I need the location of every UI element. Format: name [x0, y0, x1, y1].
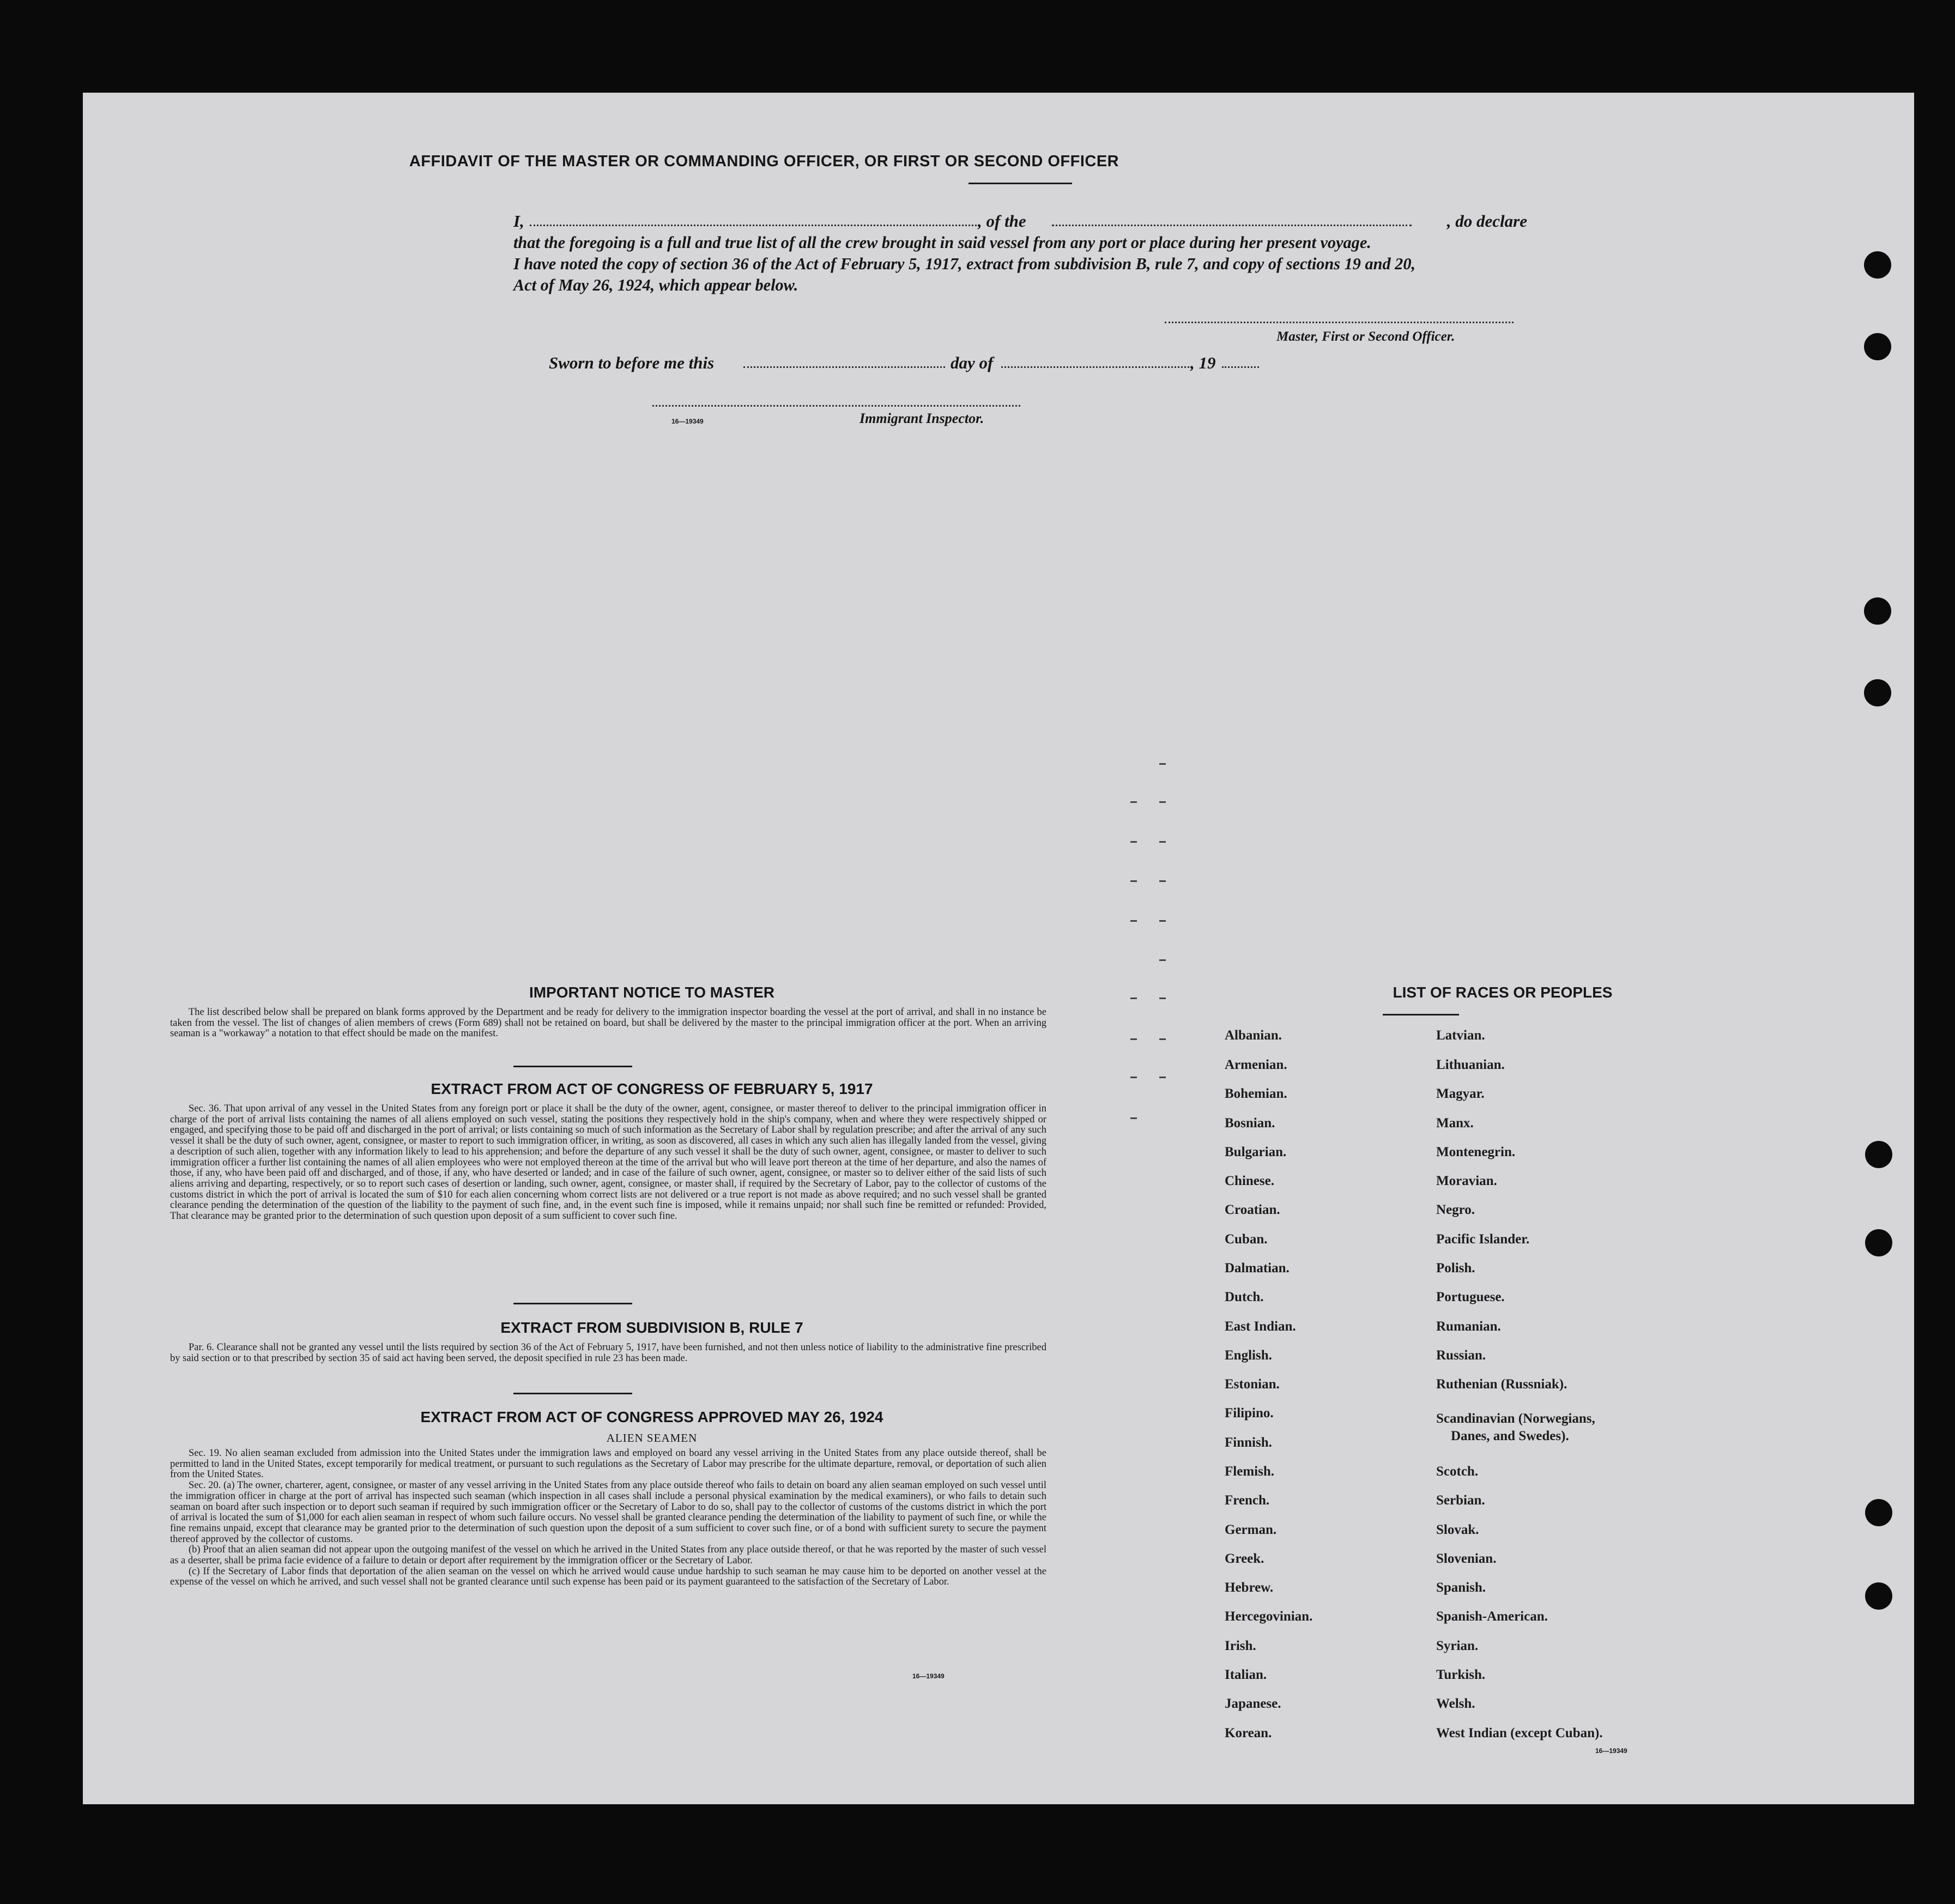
race-item: Serbian. — [1436, 1493, 1485, 1508]
punch-hole — [1864, 597, 1891, 625]
race-item: Lithuanian. — [1436, 1057, 1505, 1072]
fold-mark — [1159, 880, 1166, 882]
affidavit-line-2: that the foregoing is a full and true list of all the crew brought in said vessel from any port or place during her present voyage. — [513, 233, 1371, 252]
affidavit-line-4: Act of May 26, 1924, which appear below. — [513, 276, 798, 294]
race-item: Korean. — [1225, 1726, 1272, 1740]
affidavit-do-declare: , do declare — [1446, 211, 1527, 231]
race-item: English. — [1225, 1348, 1272, 1363]
extract1-text — [170, 1104, 1046, 1222]
year-blank — [1222, 366, 1259, 368]
fold-mark — [1130, 841, 1137, 843]
name-blank — [530, 225, 977, 226]
inspector-signature-line — [652, 405, 1020, 407]
race-item: Montenegrin. — [1436, 1145, 1516, 1159]
race-item: Scotch. — [1436, 1464, 1479, 1479]
extract3-paragraph: (c) If the Secretary of Labor finds that deportation of the alien seaman on the vessel on which he arrived would cause undue hardship to such seaman he may cause him to be deported on another vessel at the expense of the vessel on which he arrived, and such vessel shall not be granted clearance until such expense has been paid or its payment guaranteed to the satisfaction of the Secretary of Labor. — [170, 1565, 1046, 1588]
form-number: 16—19349 — [912, 1672, 945, 1680]
race-item: Slovak. — [1436, 1522, 1479, 1537]
form-number: 16—19349 — [671, 418, 704, 425]
affidavit-of-the: , of the — [978, 211, 1026, 231]
divider — [513, 1066, 632, 1067]
races-title: LIST OF RACES OR PEOPLES — [1393, 984, 1613, 1001]
race-item: Bosnian. — [1225, 1116, 1275, 1131]
divider — [969, 183, 1072, 184]
affidavit-i: I, — [513, 211, 524, 231]
affidavit-line-1 — [513, 211, 1527, 232]
fold-mark — [1130, 1117, 1137, 1119]
race-item: Scandinavian (Norwegians, — [1436, 1411, 1595, 1426]
fold-mark — [1159, 998, 1166, 999]
extract2-title: EXTRACT FROM SUBDIVISION B, RULE 7 — [500, 1319, 803, 1336]
punch-hole — [1865, 1229, 1892, 1256]
race-item: Flemish. — [1225, 1464, 1274, 1479]
race-item: Ruthenian (Russniak). — [1436, 1377, 1567, 1392]
fold-mark — [1159, 959, 1166, 961]
extract3-title: EXTRACT FROM ACT OF CONGRESS APPROVED MAY 26, 1924 — [420, 1409, 883, 1425]
fold-mark — [1130, 880, 1137, 882]
fold-mark — [1130, 801, 1137, 803]
race-item: Moravian. — [1436, 1174, 1497, 1188]
race-item: Spanish. — [1436, 1580, 1486, 1595]
race-item: Danes, and Swedes). — [1451, 1429, 1569, 1443]
race-item: Negro. — [1436, 1202, 1475, 1217]
affidavit-title: AFFIDAVIT OF THE MASTER OR COMMANDING OFFICER, OR FIRST OR SECOND OFFICER — [409, 153, 1119, 170]
fold-mark — [1159, 1038, 1166, 1040]
fold-mark — [1130, 1038, 1137, 1040]
race-item: French. — [1225, 1493, 1270, 1508]
race-item: Cuban. — [1225, 1232, 1268, 1247]
race-item: Polish. — [1436, 1261, 1475, 1276]
race-item: Magyar. — [1436, 1086, 1485, 1101]
affidavit-line-3: I have noted the copy of section 36 of the Act of February 5, 1917, extract from subdivision B, rule 7, and copy of sections 19 and 20, — [513, 255, 1416, 273]
race-item: Portuguese. — [1436, 1290, 1505, 1304]
race-item: Bulgarian. — [1225, 1145, 1287, 1159]
race-item: Filipino. — [1225, 1406, 1274, 1421]
divider — [513, 1303, 632, 1304]
race-item: Hercegovinian. — [1225, 1609, 1313, 1624]
race-item: West Indian (except Cuban). — [1436, 1726, 1603, 1740]
extract3-paragraph: Sec. 19. No alien seaman excluded from admission into the United States under the immigration laws and employed on board any vessel arriving in the United States from any place outside thereof, shall be permitted to land in the United States, except temporarily for medical treatment, or pursuant to such regulations as the Secretary of Labor may prescribe for the ultimate departure, removal, or deportation of such alien from the United States. — [170, 1448, 1046, 1480]
race-item: Slovenian. — [1436, 1551, 1497, 1566]
extract1-paragraph: Sec. 36. That upon arrival of any vessel in the United States from any foreign port or place it shall be the duty of the owner, agent, consignee, or master thereof to deliver to the principal immigration officer in charge of the port of arrival lists containing the names of all aliens employed on such vessel, stating the positions they respectively hold in the ship's company, when and where they were respectively shipped or engaged, and specifying those to be paid off and discharged in the port of arrival; or lists containing so much of such information as the Secretary of Labor shall by regulation prescribe; and after the arrival of any such vessel it shall be the duty of such owner, agent, consignee, or master to report to such immigration officer, in writing, as soon as discovered, all cases in which any such alien has illegally landed from the vessel, giving a description of such alien, together with any information likely to lead to his apprehension; and before the departure of any such vessel it shall be the duty of such owner, agent, consignee, or master to deliver to such immigration officer a further list containing the names of all alien employees who were not employed thereon at the time of the arrival but who will leave port thereon at the time of her departure, and also the names of those, if any, who have been paid off and discharged, and of those, if any, who have deserted or landed; and in case of the failure of such owner, agent, consignee, or master so to deliver either of the said lists of such aliens arriving and departing, respectively, or so to report such cases of desertion or landing, such owner, agent, consignee, or master shall, if required by the Secretary of Labor, pay to the collector of customs of the customs district in which the port of arrival is located the sum of $10 for each alien concerning whom correct lists are not delivered or a true report is not made as above required; and no such vessel shall be granted clearance pending the determination of the question of the liability to the payment of such fine, and, in the event such fine is imposed, while it remains unpaid; nor shall such fine be remitted or refunded: Provided, That clearance may be granted prior to the determination of such question upon deposit of a sum sufficient to cover such fine. — [170, 1103, 1046, 1222]
month-blank — [1001, 366, 1189, 368]
race-item: Russian. — [1436, 1348, 1486, 1363]
extract3-text — [170, 1448, 1046, 1588]
race-item: Estonian. — [1225, 1377, 1280, 1392]
race-item: Syrian. — [1436, 1639, 1479, 1653]
race-item: Manx. — [1436, 1116, 1474, 1131]
notice-text — [170, 1007, 1046, 1039]
race-item: Turkish. — [1436, 1667, 1486, 1682]
race-item: Latvian. — [1436, 1028, 1485, 1043]
race-item: Pacific Islander. — [1436, 1232, 1530, 1247]
year-label: , 19 — [1190, 353, 1216, 372]
divider — [1383, 1014, 1459, 1016]
sworn-label: Sworn to before me this — [549, 353, 715, 372]
race-item: German. — [1225, 1522, 1277, 1537]
divider — [513, 1393, 632, 1394]
fold-mark — [1159, 841, 1166, 843]
punch-hole — [1865, 1141, 1892, 1168]
race-item: Welsh. — [1436, 1696, 1475, 1711]
fold-mark — [1130, 1077, 1137, 1078]
race-item: Bohemian. — [1225, 1086, 1287, 1101]
race-item: Irish. — [1225, 1639, 1256, 1653]
race-item: Japanese. — [1225, 1696, 1281, 1711]
extract3-paragraph: (b) Proof that an alien seaman did not appear upon the outgoing manifest of the vessel on which he arrived in the United States from any place outside thereof, or that he was reported by the master of such vessel as a deserter, shall be prima facie evidence of a failure to detain or deport after requirement by the immigration officer or the Secretary of Labor. — [170, 1544, 1046, 1567]
fold-mark — [1159, 763, 1166, 765]
sworn-line — [549, 353, 1394, 375]
race-item: Croatian. — [1225, 1202, 1280, 1217]
master-label: Master, First or Second Officer. — [1276, 329, 1455, 344]
race-item: East Indian. — [1225, 1319, 1296, 1334]
inspector-label: Immigrant Inspector. — [860, 410, 984, 426]
extract2-paragraph: Par. 6. Clearance shall not be granted any vessel until the lists required by section 36 of the Act of February 5, 1917, have been furnished, and not then unless notice of liability to the administrative fine prescribed by said section or to that prescribed by section 35 of said act having been served, the deposit specified in rule 23 has been made. — [170, 1342, 1046, 1364]
notice-paragraph: The list described below shall be prepared on blank forms approved by the Department and be ready for delivery to the immigration inspector boarding the vessel at the port of arrival, and shall in no instance be taken from the vessel. The list of changes of alien members of crews (Form 689) shall not be retained on board, but shall be delivered by the master to the principal immigration officer at the port. When an arriving seaman is a "workaway" a notation to that effect should be made on the manifest. — [170, 1007, 1046, 1039]
fold-mark — [1159, 801, 1166, 803]
race-item: Armenian. — [1225, 1057, 1287, 1072]
extract3-paragraph: Sec. 20. (a) The owner, charterer, agent, consignee, or master of any vessel arriving in the United States from any place outside thereof who fails to detain on board any alien seaman employed on such vessel until the immigration officer in charge at the port of arrival has inspected such seaman (which inspection in all cases shall include a personal physical examination by the medical examiners), or who fails to detain such seaman on board after such inspection or to deport such seaman if required by such immigration officer or the Secretary of Labor to do so, shall pay to the collector of customs of the customs district in which the port of arrival is located the sum of $1,000 for each alien seaman in respect of whom such failure occurs. No vessel shall be granted clearance pending the determination of the liability to payment of such fine, or while the fine remains unpaid, except that clearance may be granted prior to the determination of such question upon the deposit of a sum sufficient to cover such fine, or of a bond with sufficient surety to secure the payment thereof approved by the collector of customs. — [170, 1480, 1046, 1545]
race-item: Rumanian. — [1436, 1319, 1501, 1334]
fold-mark — [1130, 920, 1137, 922]
punch-hole — [1864, 251, 1891, 279]
notice-title: IMPORTANT NOTICE TO MASTER — [529, 984, 775, 1001]
master-signature-line — [1165, 322, 1514, 323]
extract2-text — [170, 1343, 1046, 1364]
race-item: Chinese. — [1225, 1174, 1274, 1188]
punch-hole — [1864, 333, 1891, 360]
punch-hole — [1864, 679, 1891, 706]
race-item: Hebrew. — [1225, 1580, 1274, 1595]
race-item: Finnish. — [1225, 1435, 1272, 1450]
race-item: Dutch. — [1225, 1290, 1264, 1304]
race-item: Spanish-American. — [1436, 1609, 1548, 1624]
form-number: 16—19349 — [1595, 1747, 1627, 1755]
document-sheet — [83, 93, 1914, 1804]
fold-mark — [1159, 920, 1166, 922]
punch-hole — [1865, 1499, 1892, 1526]
race-item: Italian. — [1225, 1667, 1267, 1682]
extract1-title: EXTRACT FROM ACT OF CONGRESS OF FEBRUARY 5, 1917 — [431, 1080, 873, 1097]
race-item: Albanian. — [1225, 1028, 1282, 1043]
race-item: Greek. — [1225, 1551, 1264, 1566]
fold-mark — [1159, 1077, 1166, 1078]
vessel-blank — [1052, 225, 1412, 226]
race-item: Dalmatian. — [1225, 1261, 1290, 1276]
sworn-day-blank — [743, 366, 945, 368]
day-of-label: day of — [951, 353, 994, 372]
extract3-subtitle: ALIEN SEAMEN — [606, 1431, 698, 1444]
punch-hole — [1865, 1582, 1892, 1610]
